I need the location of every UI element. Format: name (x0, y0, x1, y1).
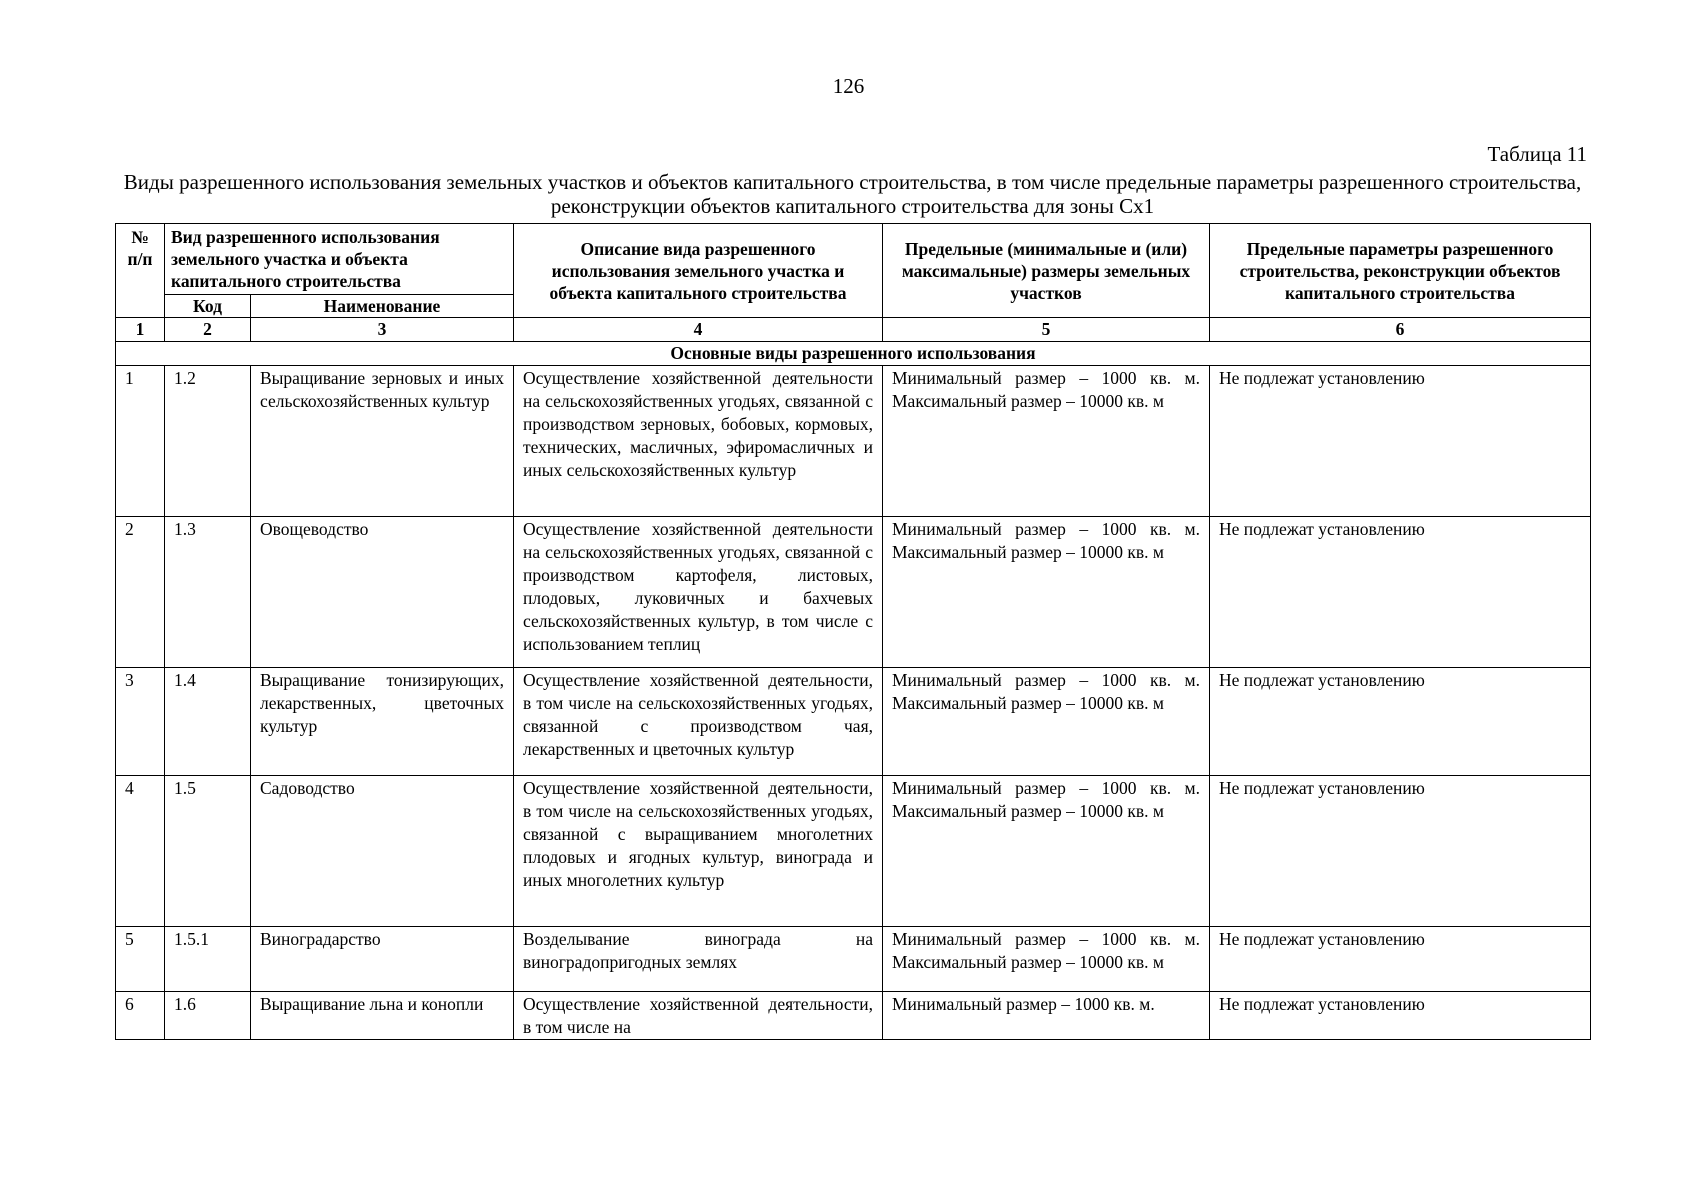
table-title: Виды разрешенного использования земельных участков и объектов капитального строительства, в том числе предельные параметры разрешенного строительства, реконструкции объектов капитального строительства для зоны Сх1 (123, 170, 1582, 218)
row-plot-size: Минимальный размер – 1000 кв. м. Максимальный размер – 10000 кв. м (883, 366, 1210, 517)
column-number: 6 (1210, 318, 1591, 342)
row-description: Осуществление хозяйственной деятельности на сельскохозяйственных угодьях, связанной с производством зерновых, бобовых, кормовых, технических, масличных, эфиромасличных и иных сельскохозяйственных культур (514, 366, 883, 517)
row-build-params: Не подлежат установлению (1210, 927, 1591, 992)
row-code: 1.4 (165, 668, 251, 776)
row-code: 1.2 (165, 366, 251, 517)
row-plot-size: Минимальный размер – 1000 кв. м. Максимальный размер – 10000 кв. м (883, 517, 1210, 668)
table-row (116, 927, 1591, 992)
column-number: 1 (116, 318, 165, 342)
row-name: Виноградарство (251, 927, 514, 992)
column-number: 4 (514, 318, 883, 342)
row-description: Возделывание винограда на виноградопригодных землях (514, 927, 883, 992)
table-row (116, 517, 1591, 668)
header-plot-size: Предельные (минимальные и (или) максимальные) размеры земельных участков (883, 224, 1210, 318)
header-name: Наименование (251, 295, 514, 318)
table-label: Таблица 11 (1487, 142, 1587, 166)
page-number: 126 (832, 74, 865, 98)
row-name: Овощеводство (251, 517, 514, 668)
column-number: 5 (883, 318, 1210, 342)
header-code: Код (165, 295, 251, 318)
section-row (116, 342, 1591, 366)
row-description: Осуществление хозяйственной деятельности на сельскохозяйственных угодьях, связанной с производством картофеля, листовых, плодовых, луковичных и бахчевых сельскохозяйственных культур, в том числе с использованием теплиц (514, 517, 883, 668)
table-row (116, 668, 1591, 776)
row-name: Выращивание зерновых и иных сельскохозяйственных культур (251, 366, 514, 517)
row-plot-size: Минимальный размер – 1000 кв. м. Максимальный размер – 10000 кв. м (883, 668, 1210, 776)
row-build-params: Не подлежат установлению (1210, 366, 1591, 517)
row-plot-size: Минимальный размер – 1000 кв. м. (883, 992, 1210, 1040)
row-description: Осуществление хозяйственной деятельности, в том числе на сельскохозяйственных угодьях, связанной с производством чая, лекарственных и цветочных культур (514, 668, 883, 776)
column-number: 2 (165, 318, 251, 342)
row-code: 1.3 (165, 517, 251, 668)
row-num: 1 (116, 366, 165, 517)
row-num: 4 (116, 776, 165, 927)
column-number: 3 (251, 318, 514, 342)
section-title: Основные виды разрешенного использования (116, 342, 1591, 366)
row-name: Выращивание льна и конопли (251, 992, 514, 1040)
row-code: 1.6 (165, 992, 251, 1040)
row-num: 3 (116, 668, 165, 776)
row-num: 6 (116, 992, 165, 1040)
row-plot-size: Минимальный размер – 1000 кв. м. Максимальный размер – 10000 кв. м (883, 927, 1210, 992)
table-row (116, 992, 1591, 1040)
header-num: № п/п (116, 224, 165, 318)
row-num: 2 (116, 517, 165, 668)
row-num: 5 (116, 927, 165, 992)
row-description: Осуществление хозяйственной деятельности, в том числе на (514, 992, 883, 1040)
row-description: Осуществление хозяйственной деятельности, в том числе на сельскохозяйственных угодьях, связанной с выращиванием многолетних плодовых и ягодных культур, винограда и иных многолетних культур (514, 776, 883, 927)
row-build-params: Не подлежат установлению (1210, 668, 1591, 776)
table-row (116, 366, 1591, 517)
table-row (116, 776, 1591, 927)
column-number-row (116, 318, 1591, 342)
header-kind: Вид разрешенного использования земельного участка и объекта капитального строительства (165, 224, 514, 295)
row-plot-size: Минимальный размер – 1000 кв. м. Максимальный размер – 10000 кв. м (883, 776, 1210, 927)
header-row-1 (116, 224, 1591, 295)
row-build-params: Не подлежат установлению (1210, 517, 1591, 668)
header-build-params: Предельные параметры разрешенного строительства, реконструкции объектов капитального строительства (1210, 224, 1591, 318)
header-description: Описание вида разрешенного использования земельного участка и объекта капитального строительства (514, 224, 883, 318)
row-name: Выращивание тонизирующих, лекарственных, цветочных культур (251, 668, 514, 776)
row-build-params: Не подлежат установлению (1210, 776, 1591, 927)
zoning-table (115, 223, 1591, 1040)
row-build-params: Не подлежат установлению (1210, 992, 1591, 1040)
row-code: 1.5 (165, 776, 251, 927)
row-code: 1.5.1 (165, 927, 251, 992)
row-name: Садоводство (251, 776, 514, 927)
